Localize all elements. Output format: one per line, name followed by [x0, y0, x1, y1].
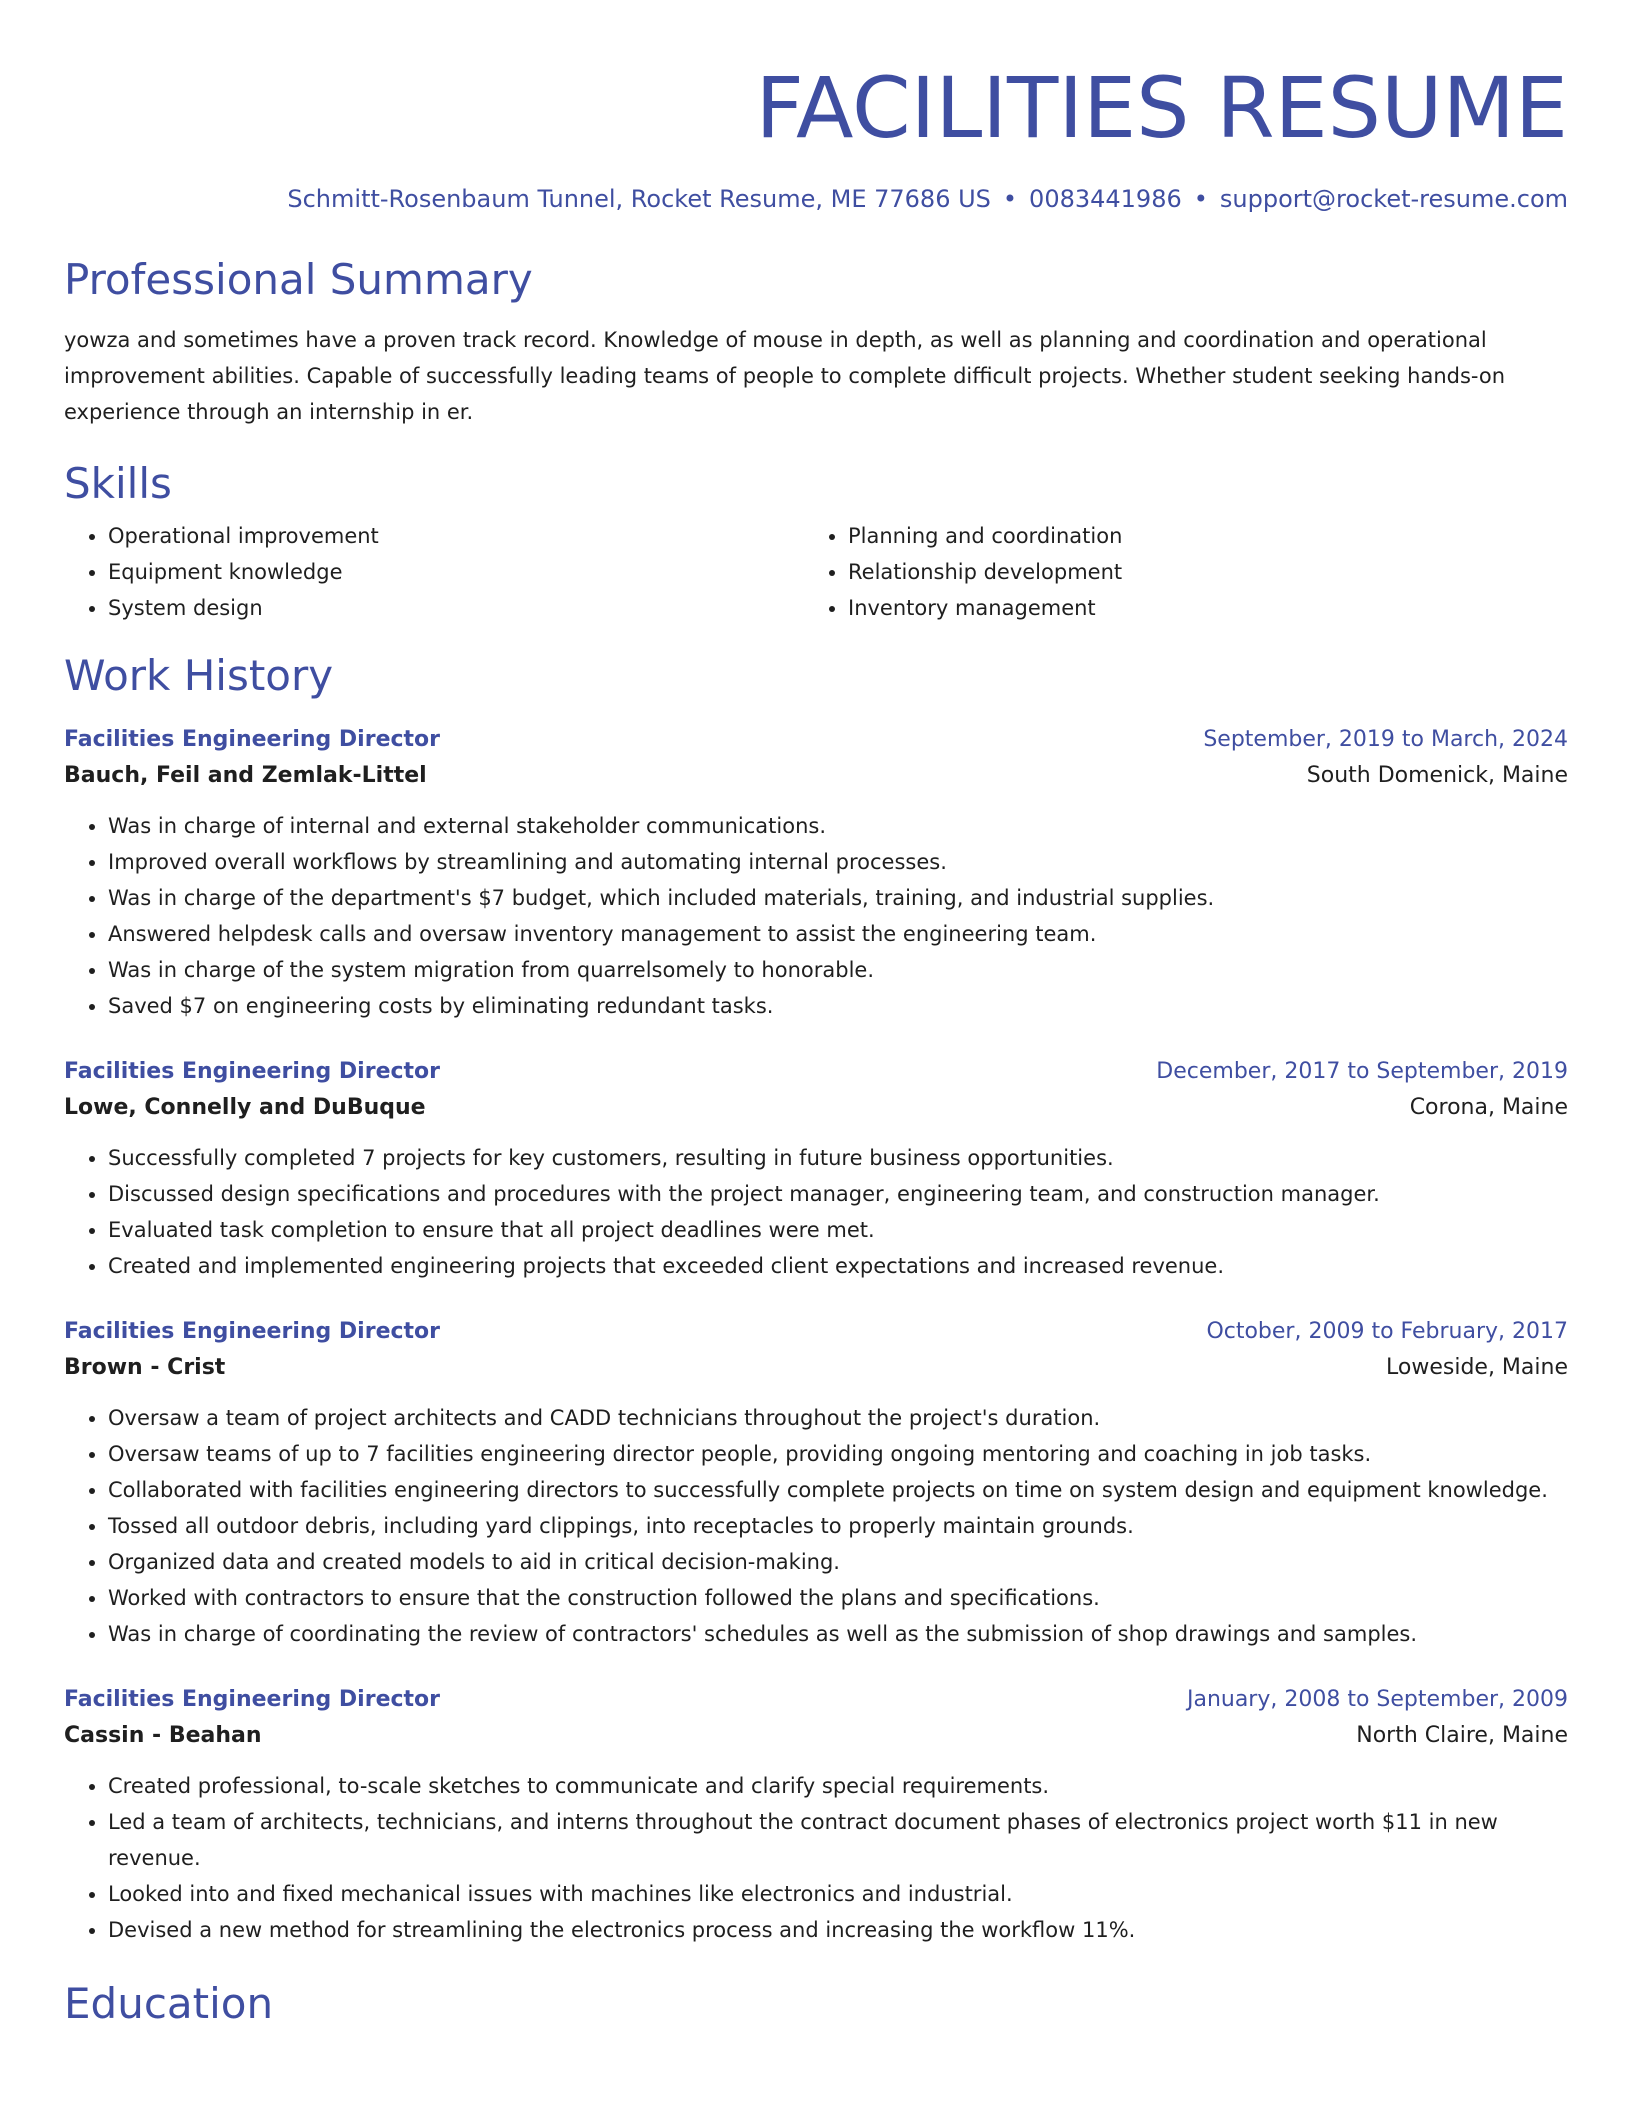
- summary-text: yowza and sometimes have a proven track record. Knowledge of mouse in depth, as well as planning and coordination and operational improvement abilities. Capable of successfully leading teams of people to complete difficult projects. Whether student seeking hands-on experience through an internship in er.: [64, 328, 1506, 424]
- job-bullet: • Worked with contractors to ensure that the construction followed the plans and specifications.: [108, 1580, 1568, 1616]
- job-bullet: • Oversaw a team of project architects and CADD technicians throughout the project's duration.: [108, 1400, 1568, 1436]
- job-company: Cassin - Beahan: [64, 1723, 262, 1748]
- job-bullet: • Devised a new method for streamlining the electronics process and increasing the workflow 11%.: [108, 1912, 1568, 1948]
- contact-address: Schmitt-Rosenbaum Tunnel, Rocket Resume, ME 77686 US: [287, 185, 991, 213]
- job-location: Corona, Maine: [1409, 1095, 1568, 1120]
- skills-grid: [64, 518, 1568, 626]
- education-section: [64, 1978, 1568, 2030]
- job-entry: [64, 1314, 1568, 1652]
- job-bullet: • Was in charge of internal and external stakeholder communications.: [108, 808, 1568, 844]
- job-dates: September, 2019 to March, 2024: [1203, 727, 1568, 752]
- job-bullet: • Organized data and created models to aid in critical decision-making.: [108, 1544, 1568, 1580]
- job-entry: [64, 722, 1568, 1024]
- job-bullet: • Led a team of architects, technicians, and interns throughout the contract document phases of electronics project worth $11 in new revenue.: [108, 1804, 1568, 1876]
- job-bullet: • Answered helpdesk calls and oversaw inventory management to assist the engineering team.: [108, 916, 1568, 952]
- job-bullets: [64, 808, 1568, 1024]
- work-history-heading: Work History: [64, 651, 334, 700]
- job-bullets: [64, 1140, 1568, 1284]
- job-title: Facilities Engineering Director: [64, 1319, 441, 1344]
- job-bullet: • Successfully completed 7 projects for key customers, resulting in future business opportunities.: [108, 1140, 1568, 1176]
- skills-list-left: [64, 518, 804, 626]
- skills-section: [64, 458, 1568, 626]
- job-title: Facilities Engineering Director: [64, 1687, 441, 1712]
- contact-line: [64, 182, 1568, 216]
- job-bullet: • Saved $7 on engineering costs by eliminating redundant tasks.: [108, 988, 1568, 1024]
- job-company: Lowe, Connelly and DuBuque: [64, 1095, 426, 1120]
- skill-item: • Operational improvement: [108, 518, 804, 554]
- job-bullet: • Looked into and fixed mechanical issues with machines like electronics and industrial.: [108, 1876, 1568, 1912]
- job-bullet: • Tossed all outdoor debris, including yard clippings, into receptacles to properly maintain grounds.: [108, 1508, 1568, 1544]
- contact-phone: 0083441986: [1029, 185, 1182, 213]
- resume-header: [64, 58, 1568, 216]
- contact-email: support@rocket-resume.com: [1219, 185, 1568, 213]
- job-dates: December, 2017 to September, 2019: [1156, 1059, 1568, 1084]
- job-location: South Domenick, Maine: [1306, 763, 1568, 788]
- job-bullet: • Was in charge of coordinating the review of contractors' schedules as well as the submission of shop drawings and samples.: [108, 1616, 1568, 1652]
- resume-name: FACILITIES RESUME: [755, 59, 1568, 157]
- job-bullet: • Created professional, to-scale sketches to communicate and clarify special requirements.: [108, 1768, 1568, 1804]
- contact-separator: •: [1002, 185, 1018, 213]
- skill-item: • Equipment knowledge: [108, 554, 804, 590]
- summary-section: [64, 254, 1568, 430]
- job-company: Bauch, Feil and Zemlak-Littel: [64, 763, 427, 788]
- job-title: Facilities Engineering Director: [64, 1059, 441, 1084]
- job-location: Loweside, Maine: [1386, 1355, 1568, 1380]
- job-entry: [64, 1054, 1568, 1284]
- job-company: Brown - Crist: [64, 1355, 226, 1380]
- skill-item: • Inventory management: [848, 590, 1544, 626]
- job-dates: January, 2008 to September, 2009: [1186, 1687, 1568, 1712]
- job-bullet: • Was in charge of the department's $7 budget, which included materials, training, and industrial supplies.: [108, 880, 1568, 916]
- job-bullets: [64, 1768, 1568, 1948]
- job-bullets: [64, 1400, 1568, 1652]
- job-title: Facilities Engineering Director: [64, 727, 441, 752]
- job-location: North Claire, Maine: [1356, 1723, 1568, 1748]
- skills-list-right: [804, 518, 1544, 626]
- summary-heading: Professional Summary: [64, 255, 533, 304]
- skill-item: • Planning and coordination: [848, 518, 1544, 554]
- job-bullet: • Discussed design specifications and procedures with the project manager, engineering team, and construction manager.: [108, 1176, 1568, 1212]
- skill-item: • Relationship development: [848, 554, 1544, 590]
- job-bullet: • Collaborated with facilities engineering directors to successfully complete projects on time on system design and equipment knowledge.: [108, 1472, 1568, 1508]
- job-bullet: • Created and implemented engineering projects that exceeded client expectations and increased revenue.: [108, 1248, 1568, 1284]
- skills-heading: Skills: [64, 459, 172, 508]
- job-bullet: • Oversaw teams of up to 7 facilities engineering director people, providing ongoing mentoring and coaching in job tasks.: [108, 1436, 1568, 1472]
- contact-separator: •: [1193, 185, 1208, 213]
- job-bullet: • Evaluated task completion to ensure that all project deadlines were met.: [108, 1212, 1568, 1248]
- job-bullet: • Improved overall workflows by streamlining and automating internal processes.: [108, 844, 1568, 880]
- job-entry: [64, 1682, 1568, 1948]
- skill-item: • System design: [108, 590, 804, 626]
- job-bullet: • Was in charge of the system migration from quarrelsomely to honorable.: [108, 952, 1568, 988]
- education-heading: Education: [64, 1979, 274, 2028]
- work-history-section: [64, 650, 1568, 1948]
- job-dates: October, 2009 to February, 2017: [1206, 1319, 1568, 1344]
